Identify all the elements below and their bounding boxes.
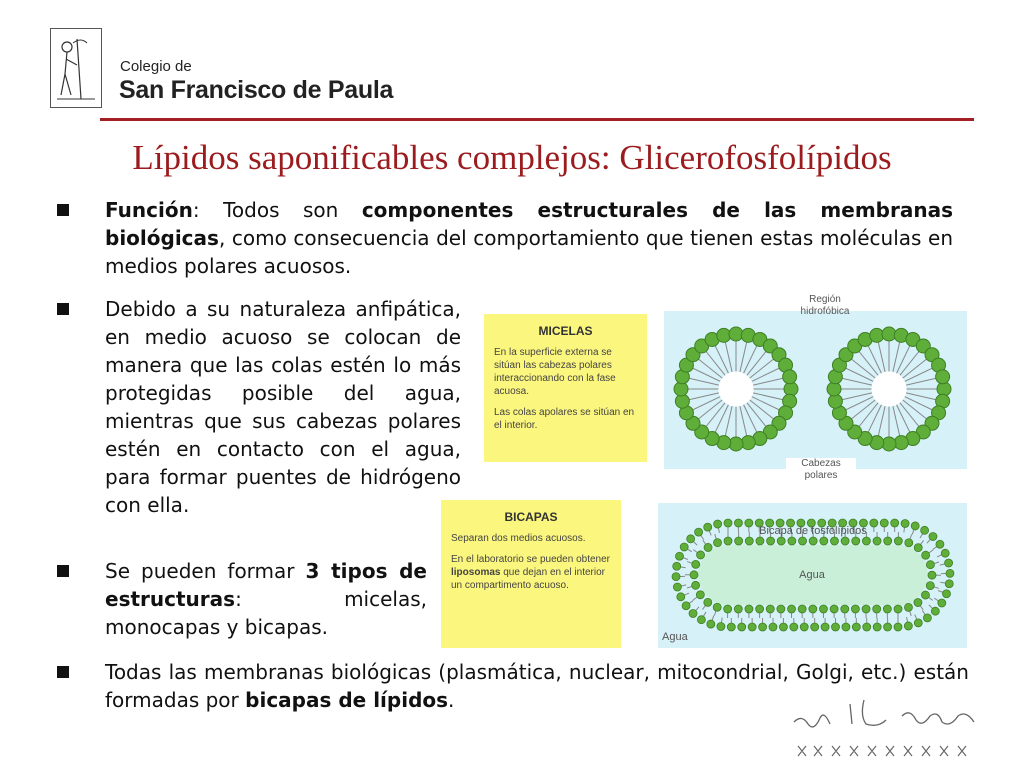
bilayer-inner-head: [922, 551, 930, 559]
bullet-text-run: : Todos son: [192, 198, 362, 222]
bicapas-text2-bold: liposomas: [451, 567, 501, 578]
header-divider: [100, 118, 974, 121]
bilayer-outer-head: [904, 622, 912, 630]
bilayer-inner-head: [873, 605, 881, 613]
bilayer-outer-head: [714, 520, 722, 528]
bicapas-panel: [441, 500, 621, 648]
bullet-structure-types: [105, 557, 427, 641]
logo-line2: San Francisco de Paula: [119, 76, 394, 104]
bilayer-outer-head: [831, 623, 839, 631]
bilayer-inner-head: [756, 537, 764, 545]
bilayer-outer-head: [707, 620, 715, 628]
bilayer-inner-head: [841, 605, 849, 613]
label-inner-water: Agua: [799, 569, 825, 581]
bilayer-outer-head: [945, 559, 953, 567]
bilayer-outer-head: [929, 533, 937, 541]
micelas-heading: MICELAS: [538, 324, 593, 338]
bilayer-outer-head: [673, 583, 681, 591]
bilayer-inner-head: [873, 537, 881, 545]
bilayer-outer-head: [724, 519, 732, 527]
bilayer-inner-head: [798, 605, 806, 613]
bullet-text-run: : micelas, monocapas y bicapas.: [105, 587, 427, 639]
bullet-text-run: bicapas de lípidos: [245, 688, 449, 712]
bicapas-text2: [441, 553, 621, 592]
bilayer-inner-head: [714, 539, 722, 547]
bicapas-text2-post: que dejan en el interior un compartimento acuoso.: [451, 567, 605, 591]
bilayer-outer-head: [811, 623, 819, 631]
bilayer-inner-head: [851, 605, 859, 613]
bilayer-outer-head: [695, 528, 703, 536]
school-crest-logo: [50, 28, 102, 108]
micelle-left-head: [783, 370, 797, 384]
bilayer-outer-head: [779, 623, 787, 631]
label-hydrophobic-line1: Región: [809, 294, 841, 305]
bilayer-outer-head: [748, 623, 756, 631]
bilayer-outer-head: [894, 623, 902, 631]
bullet-function: [105, 196, 953, 280]
bilayer-inner-head: [713, 603, 721, 611]
bilayer-inner-head: [914, 599, 922, 607]
bilayer-inner-head: [841, 537, 849, 545]
bilayer-inner-head: [788, 537, 796, 545]
bilayer-inner-head: [904, 603, 912, 611]
bilayer-outer-head: [931, 607, 939, 615]
bilayer-outer-head: [914, 619, 922, 627]
bicapas-heading: BICAPAS: [504, 510, 558, 524]
bilayer-inner-head: [862, 605, 870, 613]
bilayer-outer-head: [673, 562, 681, 570]
bullet-text-run: 3 tipos de estructuras: [105, 559, 427, 611]
bilayer-inner-head: [799, 537, 807, 545]
bilayer-outer-head: [873, 623, 881, 631]
bilayer-inner-head: [745, 537, 753, 545]
bicapas-text1: Separan dos medios acuosos.: [451, 533, 586, 544]
bullet-text-run: , como consecuencia del comportamiento que tienen estas moléculas en medios polares acuosos.: [105, 226, 953, 278]
bilayer-inner-head: [928, 571, 936, 579]
bilayer-inner-head: [734, 605, 742, 613]
bilayer-outer-head: [941, 549, 949, 557]
bilayer-inner-head: [690, 571, 698, 579]
bicapas-text2-pre: En el laboratorio se pueden obtener: [451, 554, 611, 565]
bilayer-outer-head: [842, 623, 850, 631]
bilayer-outer-head: [901, 519, 909, 527]
bullet-text-run: Función: [105, 198, 193, 222]
bilayer-inner-head: [697, 551, 705, 559]
bilayer-inner-head: [767, 537, 775, 545]
bilayer-inner-head: [788, 605, 796, 613]
label-polar-line1: Cabezas: [801, 458, 841, 469]
micelas-text1: En la superficie externa se sitúan las cabezas polares interaccionando con la fase acuosa.: [494, 347, 616, 397]
bilayer-outer-head: [945, 580, 953, 588]
bilayer-inner-head: [852, 537, 860, 545]
micelas-text2: Las colas apolares se sitúan en el interior.: [494, 407, 635, 431]
bilayer-inner-head: [830, 605, 838, 613]
micelle-right-head: [936, 370, 950, 384]
bilayer-outer-head: [821, 623, 829, 631]
bilayer-inner-head: [745, 605, 753, 613]
micelle-left-core: [718, 371, 753, 406]
micelle-illustration: [664, 311, 967, 469]
micelas-panel: [484, 314, 647, 462]
bilayer-outer-head: [769, 623, 777, 631]
bilayer-outer-head: [697, 616, 705, 624]
bilayer-inner-head: [735, 537, 743, 545]
bilayer-inner-head: [883, 605, 891, 613]
bilayer-outer-head: [790, 623, 798, 631]
bilayer-outer-head: [938, 599, 946, 607]
label-outer-water: Agua: [662, 631, 688, 643]
label-hydrophobic-region: [790, 294, 860, 318]
bilayer-inner-head: [724, 605, 732, 613]
bilayer-outer-head: [943, 590, 951, 598]
bilayer-inner-head: [756, 605, 764, 613]
bilayer-outer-head: [852, 623, 860, 631]
bilayer-outer-head: [704, 523, 712, 531]
bilayer-inner-head: [809, 537, 817, 545]
bilayer-inner-head: [905, 539, 913, 547]
bilayer-outer-head: [936, 540, 944, 548]
bilayer-inner-head: [819, 605, 827, 613]
bilayer-inner-head: [914, 544, 922, 552]
bullet-text-run: Todas las membranas biológicas (plasmática, nuclear, mitocondrial, Golgi, etc.) están formadas por: [105, 660, 969, 712]
bilayer-inner-head: [696, 591, 704, 599]
bullet-amphipathic: [105, 295, 461, 519]
bilayer-inner-head: [766, 605, 774, 613]
bullet-text-run: Debido a su naturaleza anfipática, en medio acuoso se colocan de manera que las colas estén lo más protegidas posible del agua, mientras que sus cabezas polares estén en contacto con el agua, para formar puentes de hidrógeno con ella.: [105, 297, 461, 517]
slide-title: Lípidos saponificables complejos: Glicerofosfolípidos: [132, 138, 892, 177]
bilayer-outer-head: [677, 593, 685, 601]
bilayer-inner-head: [692, 581, 700, 589]
bilayer-outer-head: [689, 609, 697, 617]
bilayer-outer-head: [884, 623, 892, 631]
bilayer-inner-head: [926, 582, 934, 590]
logo-line1: Colegio de: [120, 58, 192, 75]
decorative-scribble: [790, 694, 990, 764]
bilayer-inner-head: [894, 605, 902, 613]
bilayer-outer-head: [891, 519, 899, 527]
bilayer-outer-head: [800, 623, 808, 631]
micelle-figure: [664, 311, 967, 469]
bilayer-outer-head: [672, 573, 680, 581]
bilayer-outer-head: [911, 522, 919, 530]
bilayer-outer-head: [727, 623, 735, 631]
label-bilayer-title: Bicapa de fosfolípidos: [759, 525, 867, 537]
bilayer-inner-head: [921, 591, 929, 599]
bullet-text-run: componentes estructurales de las membranas biológicas: [105, 198, 953, 250]
bilayer-outer-head: [738, 623, 746, 631]
bilayer-outer-head: [946, 569, 954, 577]
micelle-right-core: [871, 371, 906, 406]
bilayer-outer-head: [682, 602, 690, 610]
label-hydrophobic-line2: hidrofóbica: [800, 306, 850, 317]
bilayer-inner-head: [704, 598, 712, 606]
bullet-text-run: Se pueden formar: [105, 559, 306, 583]
bilayer-inner-head: [926, 561, 934, 569]
bilayer-inner-head: [830, 537, 838, 545]
bilayer-figure: [658, 503, 967, 648]
bilayer-inner-head: [724, 537, 732, 545]
bilayer-outer-head: [680, 543, 688, 551]
bilayer-outer-head: [759, 623, 767, 631]
bilayer-outer-head: [921, 526, 929, 534]
label-polar-line2: polares: [804, 470, 838, 481]
bilayer-outer-head: [923, 614, 931, 622]
bilayer-outer-head: [863, 623, 871, 631]
bilayer-inner-head: [777, 537, 785, 545]
bilayer-outer-head: [717, 623, 725, 631]
bilayer-inner-head: [704, 543, 712, 551]
bullet-text-run: .: [448, 688, 455, 712]
bilayer-inner-head: [894, 537, 902, 545]
bilayer-outer-head: [675, 552, 683, 560]
label-polar-heads: [786, 458, 856, 482]
bilayer-inner-head: [820, 537, 828, 545]
bilayer-inner-head: [777, 605, 785, 613]
bilayer-outer-head: [687, 535, 695, 543]
bilayer-inner-head: [809, 605, 817, 613]
bilayer-inner-head: [862, 537, 870, 545]
bilayer-inner-head: [884, 537, 892, 545]
bilayer-inner-head: [692, 560, 700, 568]
